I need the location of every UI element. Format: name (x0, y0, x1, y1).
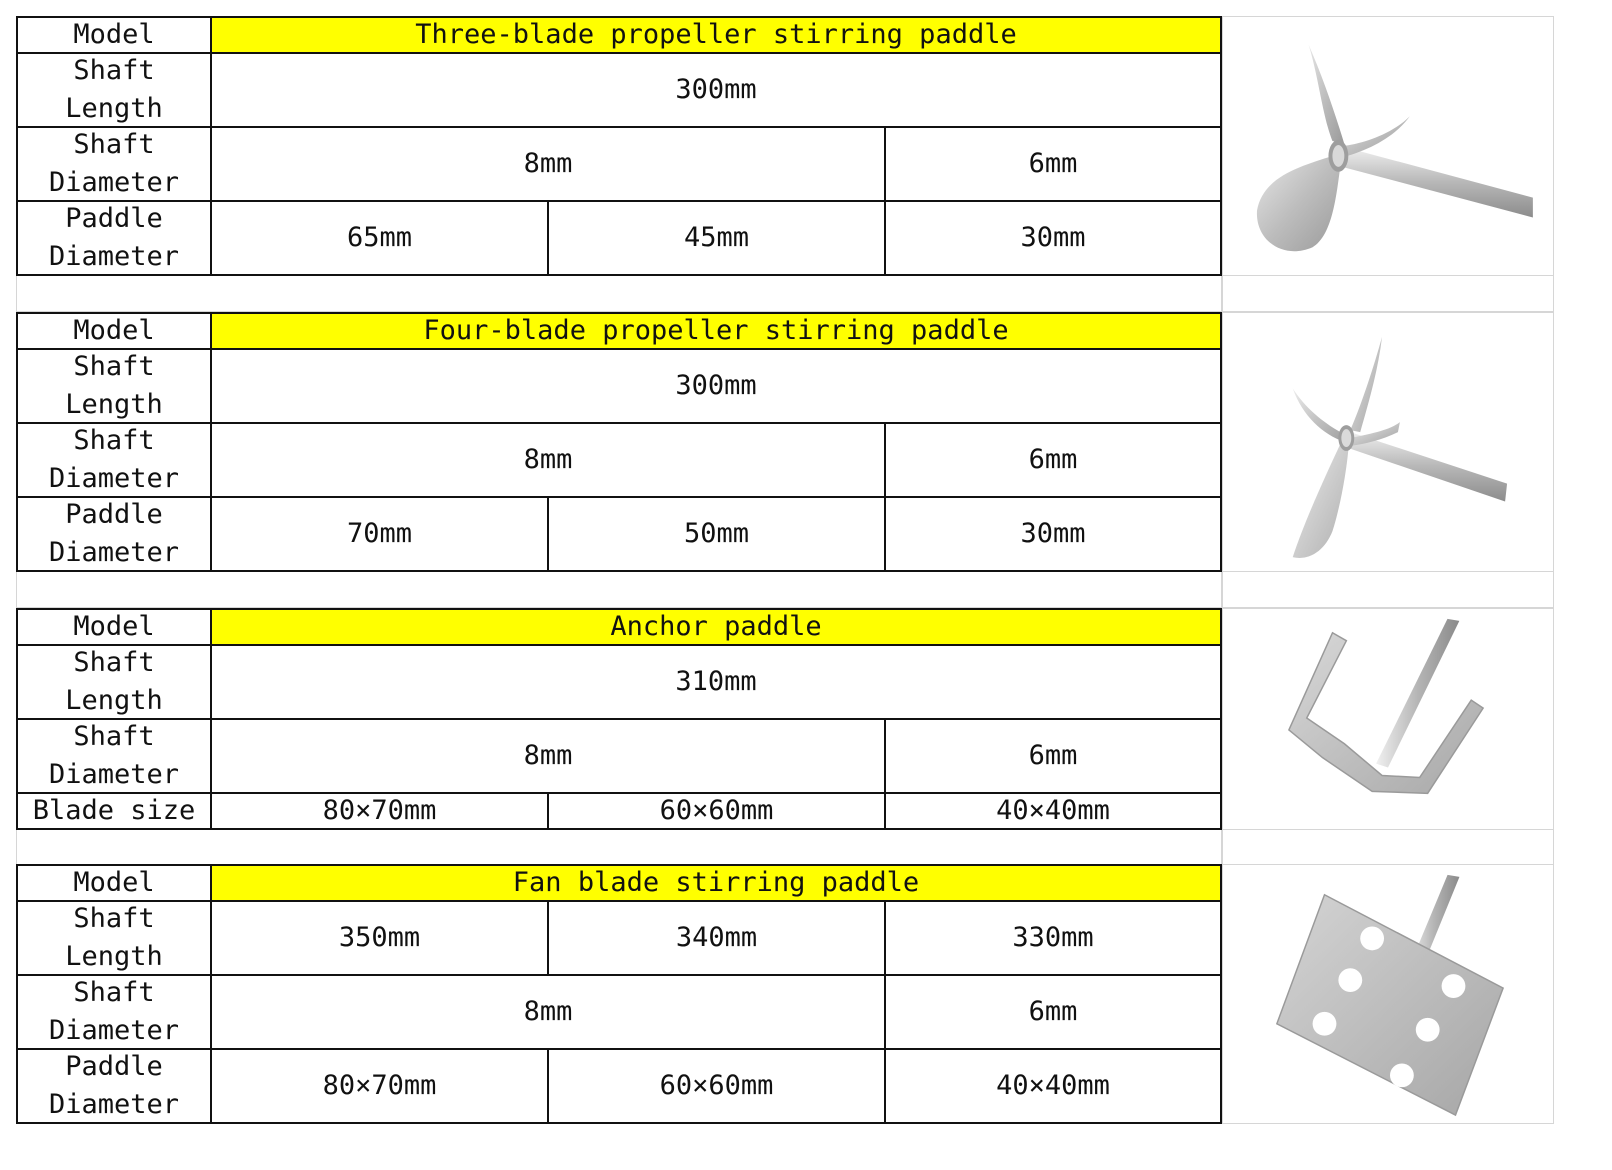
product-image-three-blade (1222, 16, 1554, 276)
shaft-length-value: 300mm (210, 348, 1222, 424)
model-name: Fan blade stirring paddle (210, 864, 1222, 902)
shaft-diameter-value: 8mm (210, 422, 886, 498)
shaft-length-value: 330mm (884, 900, 1222, 976)
row-label-shaft-length: Shaft Length (16, 52, 212, 128)
row-label-shaft-diameter: Shaft Diameter (16, 422, 212, 498)
model-label: Model (16, 16, 212, 54)
row-label-shaft-diameter: Shaft Diameter (16, 974, 212, 1050)
row-label-paddle-diameter: Paddle Diameter (16, 200, 212, 276)
spacer-row (1222, 830, 1554, 866)
product-image-fan-blade (1222, 864, 1554, 1124)
shaft-diameter-value: 8mm (210, 126, 886, 202)
paddle-diameter-value: 60×60mm (547, 1048, 886, 1124)
product-image-anchor (1222, 608, 1554, 830)
blade-size-value: 40×40mm (884, 792, 1222, 830)
row-label-paddle-diameter: Paddle Diameter (16, 1048, 212, 1124)
paddle-diameter-value: 65mm (210, 200, 549, 276)
product-image-four-blade (1222, 312, 1554, 572)
shaft-diameter-value: 6mm (884, 422, 1222, 498)
spacer-row (1222, 572, 1554, 608)
row-label-shaft-length: Shaft Length (16, 900, 212, 976)
shaft-length-value: 310mm (210, 644, 1222, 720)
model-label: Model (16, 608, 212, 646)
shaft-diameter-value: 8mm (210, 718, 886, 794)
shaft-diameter-value: 6mm (884, 974, 1222, 1050)
shaft-diameter-value: 8mm (210, 974, 886, 1050)
model-name: Anchor paddle (210, 608, 1222, 646)
model-label: Model (16, 312, 212, 350)
paddle-diameter-value: 40×40mm (884, 1048, 1222, 1124)
row-label-shaft-diameter: Shaft Diameter (16, 718, 212, 794)
paddle-diameter-value: 70mm (210, 496, 549, 572)
spacer-row (16, 572, 1222, 608)
row-label-shaft-length: Shaft Length (16, 644, 212, 720)
paddle-diameter-value: 30mm (884, 496, 1222, 572)
three-blade-propeller-icon (1223, 17, 1553, 275)
fan-blade-paddle-icon (1223, 865, 1553, 1123)
spacer-row (16, 830, 1222, 866)
model-name: Four-blade propeller stirring paddle (210, 312, 1222, 350)
shaft-diameter-value: 6mm (884, 126, 1222, 202)
model-name: Three-blade propeller stirring paddle (210, 16, 1222, 54)
spacer-row (16, 276, 1222, 312)
shaft-length-value: 340mm (547, 900, 886, 976)
shaft-diameter-value: 6mm (884, 718, 1222, 794)
paddle-diameter-value: 80×70mm (210, 1048, 549, 1124)
four-blade-propeller-icon (1223, 313, 1553, 571)
row-label-paddle-diameter: Paddle Diameter (16, 496, 212, 572)
row-label-blade-size: Blade size (16, 792, 212, 830)
row-label-shaft-diameter: Shaft Diameter (16, 126, 212, 202)
spacer-row (1222, 276, 1554, 312)
shaft-length-value: 300mm (210, 52, 1222, 128)
paddle-diameter-value: 50mm (547, 496, 886, 572)
row-label-shaft-length: Shaft Length (16, 348, 212, 424)
blade-size-value: 80×70mm (210, 792, 549, 830)
paddle-diameter-value: 30mm (884, 200, 1222, 276)
model-label: Model (16, 864, 212, 902)
blade-size-value: 60×60mm (547, 792, 886, 830)
anchor-paddle-icon (1223, 609, 1553, 829)
shaft-length-value: 350mm (210, 900, 549, 976)
paddle-diameter-value: 45mm (547, 200, 886, 276)
